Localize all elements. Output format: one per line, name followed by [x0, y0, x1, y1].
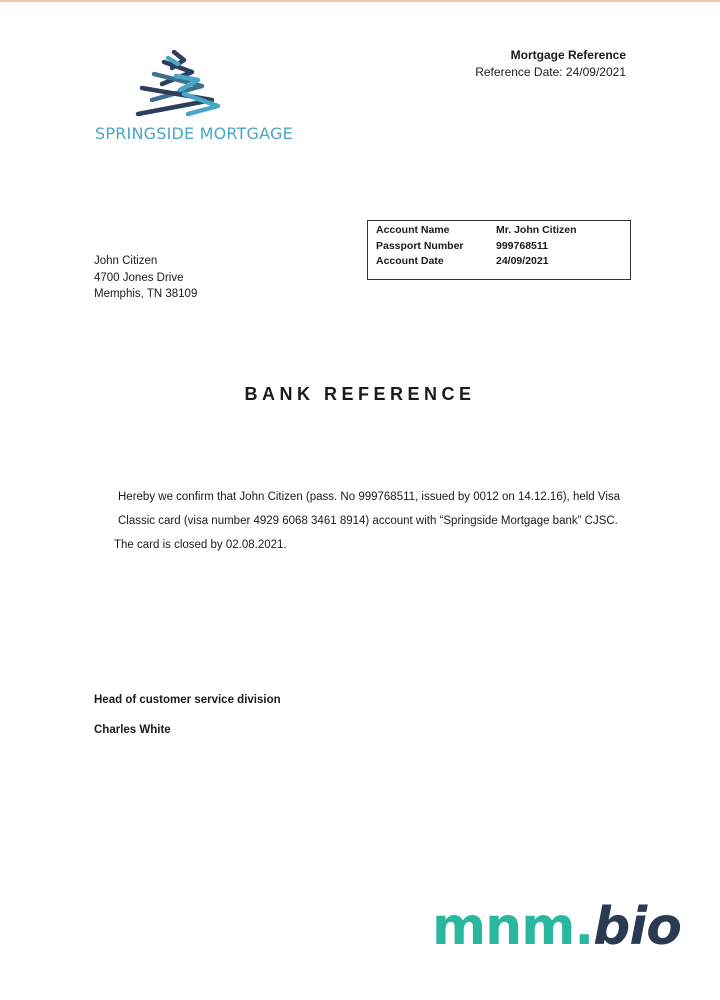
document-title: BANK REFERENCE [244, 384, 476, 404]
watermark-logo [432, 897, 681, 957]
recipient-name: John Citizen [94, 255, 158, 267]
company-logo [92, 50, 293, 150]
watermark-part-1: mnm. [432, 897, 594, 957]
signature-block [94, 685, 281, 745]
pyramid-logo-icon [128, 50, 224, 118]
account-row [376, 223, 630, 239]
logo-wordmark: SPRINGSIDE MORTGAGE [95, 124, 293, 143]
account-row [376, 254, 630, 270]
signatory-position: Head of customer service division [94, 694, 281, 706]
recipient-address [94, 253, 197, 303]
reference-date: Reference Date: 24/09/2021 [475, 65, 626, 79]
signatory-name: Charles White [94, 724, 171, 736]
document-body [94, 485, 634, 557]
account-date-label: Account Date [376, 255, 444, 267]
passport-number-value: 999768511 [496, 239, 548, 252]
body-paragraph-closure: The card is closed by 02.08.2021. [114, 539, 287, 551]
reference-title: Mortgage Reference [510, 48, 626, 62]
body-paragraph-confirmation: Hereby we confirm that John Citizen (pass. No 999768511, issued by 0012 on 14.12.16), held Visa Classic card (visa number 4929 6068 3461 8914) account with “Springside Mortgage bank” CJSC. [118, 491, 621, 527]
recipient-street: 4700 Jones Drive [94, 271, 184, 284]
passport-number-label: Passport Number [376, 239, 464, 252]
account-name-value: Mr. John Citizen [496, 224, 577, 236]
account-name-label: Account Name [376, 224, 450, 236]
account-row [376, 239, 630, 255]
reference-header [475, 47, 626, 81]
watermark-part-2: bio [593, 897, 681, 957]
top-border [0, 0, 720, 2]
account-info-box [367, 220, 631, 280]
recipient-city: Memphis, TN 38109 [94, 288, 198, 300]
account-date-value: 24/09/2021 [496, 255, 549, 267]
